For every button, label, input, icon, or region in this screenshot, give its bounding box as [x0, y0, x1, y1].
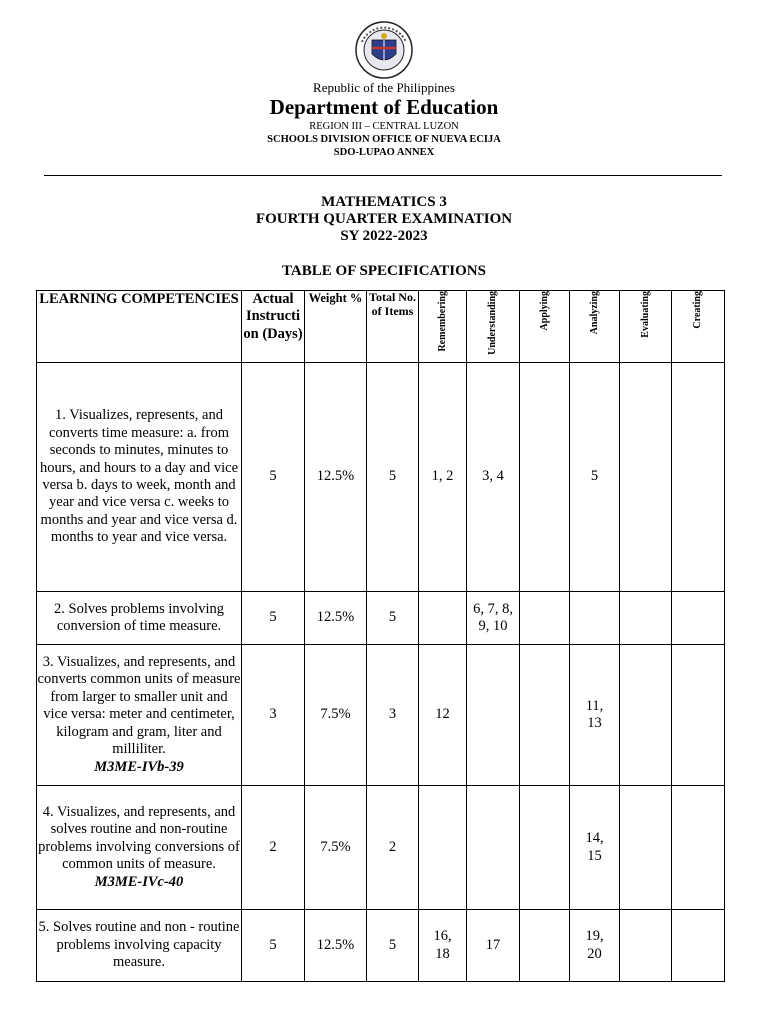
days-cell: 3 [242, 645, 305, 786]
weight-cell: 12.5% [305, 363, 367, 592]
analyzing-cell: 11, 13 [570, 645, 620, 786]
evaluating-cell [620, 592, 672, 645]
header-divider [44, 175, 722, 176]
evaluating-cell [620, 645, 672, 786]
weight-cell: 12.5% [305, 592, 367, 645]
days-cell: 5 [242, 363, 305, 592]
items-cell: 5 [367, 363, 419, 592]
competency-cell: 1. Visualizes, represents, and converts time measure: a. from seconds to minutes, minutes to hours, and hours to a day and vice versa b. days to week, month and year and vice versa c. weeks to months and year and vice versa d. months to year and vice versa. [37, 363, 242, 592]
understanding-cell: 3, 4 [467, 363, 520, 592]
items-cell: 5 [367, 592, 419, 645]
creating-cell [672, 910, 725, 982]
understanding-cell: 6, 7, 8, 9, 10 [467, 592, 520, 645]
creating-cell [672, 786, 725, 910]
specifications-table [36, 290, 725, 982]
understanding-cell: 17 [467, 910, 520, 982]
deped-seal-logo [348, 20, 420, 80]
items-cell: 2 [367, 786, 419, 910]
header-evaluating: Evaluating [620, 291, 672, 363]
competency-cell: 5. Solves routine and non - routine problems involving capacity measure. [37, 910, 242, 982]
evaluating-cell [620, 910, 672, 982]
table-row [37, 645, 725, 786]
items-cell: 5 [367, 910, 419, 982]
creating-cell [672, 363, 725, 592]
applying-cell [520, 363, 570, 592]
competency-cell: 2. Solves problems involving conversion of time measure. [37, 592, 242, 645]
table-title: TABLE OF SPECIFICATIONS [282, 263, 486, 279]
header-remembering: Remembering [419, 291, 467, 363]
header-understanding: Understanding [467, 291, 520, 363]
header-analyzing: Analyzing [570, 291, 620, 363]
applying-cell [520, 786, 570, 910]
subject-title: MATHEMATICS 3 [321, 194, 447, 210]
analyzing-cell [570, 592, 620, 645]
understanding-cell [467, 645, 520, 786]
applying-cell [520, 592, 570, 645]
understanding-cell [467, 786, 520, 910]
table-header-row [37, 291, 725, 363]
days-cell: 2 [242, 786, 305, 910]
header-competencies: LEARNING COMPETENCIES [37, 291, 242, 363]
header-creating: Creating [672, 291, 725, 363]
weight-cell: 7.5% [305, 786, 367, 910]
department-name: Department of Education [269, 95, 499, 119]
days-cell: 5 [242, 592, 305, 645]
evaluating-cell [620, 786, 672, 910]
remembering-cell: 1, 2 [419, 363, 467, 592]
competency-cell: 3. Visualizes, and represents, and converts common units of measure from larger to smaller unit and vice versa: meter and centimeter, kilogram and gram, liter and milliliter. M3ME-IVb-39 [37, 645, 242, 786]
header-days: Actual Instructi on (Days) [242, 291, 305, 363]
competency-cell: 4. Visualizes, and represents, and solves routine and non-routine problems involving conversions of common units of measure. M3ME-IVc-40 [37, 786, 242, 910]
remembering-cell [419, 786, 467, 910]
days-cell: 5 [242, 910, 305, 982]
weight-cell: 7.5% [305, 645, 367, 786]
republic-line: Republic of the Philippines [313, 80, 455, 95]
analyzing-cell: 5 [570, 363, 620, 592]
remembering-cell: 12 [419, 645, 467, 786]
table-row [37, 592, 725, 645]
header-weight: Weight % [305, 291, 367, 363]
creating-cell [672, 592, 725, 645]
table-row [37, 363, 725, 592]
remembering-cell: 16, 18 [419, 910, 467, 982]
remembering-cell [419, 592, 467, 645]
creating-cell [672, 645, 725, 786]
evaluating-cell [620, 363, 672, 592]
weight-cell: 12.5% [305, 910, 367, 982]
table-row [37, 786, 725, 910]
annex-line: SDO-LUPAO ANNEX [333, 147, 435, 158]
analyzing-cell: 19, 20 [570, 910, 620, 982]
division-line: SCHOOLS DIVISION OFFICE OF NUEVA ECIJA [267, 134, 501, 145]
applying-cell [520, 645, 570, 786]
table-row [37, 910, 725, 982]
school-year: SY 2022-2023 [340, 228, 428, 244]
items-cell: 3 [367, 645, 419, 786]
region-line: REGION III – CENTRAL LUZON [309, 121, 459, 132]
analyzing-cell: 14, 15 [570, 786, 620, 910]
applying-cell [520, 910, 570, 982]
exam-title: FOURTH QUARTER EXAMINATION [255, 211, 513, 227]
header-items: Total No. of Items [367, 291, 419, 363]
header-applying: Applying [520, 291, 570, 363]
